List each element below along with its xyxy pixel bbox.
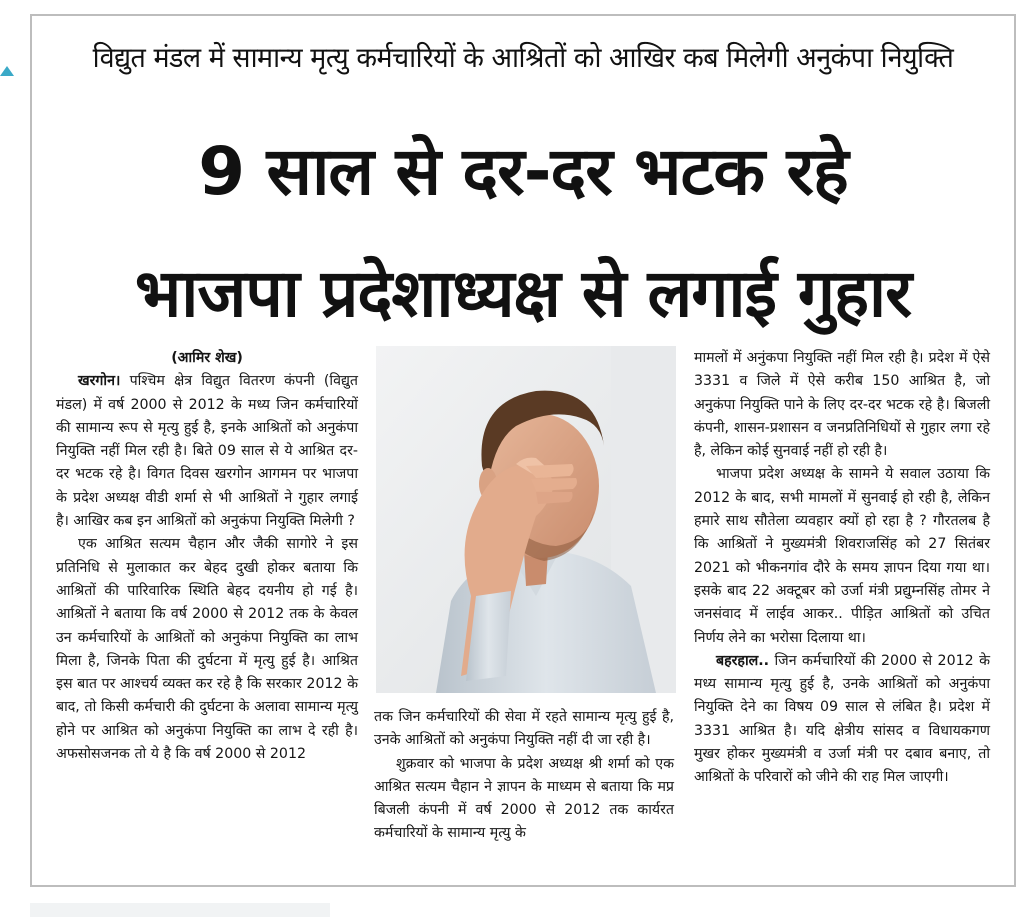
main-headline-line-1: 9 साल से दर-दर भटक रहे	[198, 133, 848, 210]
article-column-1	[56, 347, 358, 766]
paragraph: शुक्रवार को भाजपा के प्रदेश अध्यक्ष श्री शर्मा को एक आश्रित सत्यम चैहान ने ज्ञापन के माध्यम से बताया कि मप्र बिजली कंपनी में वर्ष 2000 से 2012 तक कार्यरत कर्मचारियों के सामान्य मृत्यु के	[374, 755, 674, 842]
page-left-margin	[0, 0, 14, 917]
paragraph: भाजपा प्रदेश अध्यक्ष के सामने ये सवाल उठाया कि 2012 के बाद, सभी मामलों में सुनवाई हो रही है, लेकिन हमारे साथ सौतेला व्यवहार क्यों हो रहा है ? गौरतलब है कि आश्रितों ने मुख्यमंत्री शिवराजसिंह को 27 सितंबर 2021 को भीकनगांव दौरे के समय ज्ञापन दिया गया था। इसके बाद 22 अक्टूबर को उर्जा मंत्री प्रद्युम्नसिंह तोमर ने जनसंवाद में लाईव आकर.. पीड़ित आश्रितों को उचित निर्णय लेने का भरोसा दिलाया था।	[694, 466, 990, 646]
paragraph-text: जिन कर्मचारियों की 2000 से 2012 के मध्य सामान्य मृत्यु हुई है, उनके आश्रितों को अनुकंपा नियुक्ति देने का विषय 09 साल से लंबित है। प्रदेश में 3331 आश्रित है। यदि क्षेत्रीय सांसद व विधायकगण मुखर होकर मुख्यमंत्री व उर्जा मंत्री पर दबाव बनाए, तो आश्रितों के परिवारों को जीने की राह मिल जाएगी।	[694, 652, 990, 786]
paragraph: मामलों में अनुंकपा नियुक्ति नहीं मिल रही है। प्रदेश में ऐसे 3331 व जिले में ऐसे करीब 150 आश्रित है, जो अनुकंपा नियुक्ति पाने के लिए दर-दर भटक रहे है। बिजली कंपनी, शासन-प्रशासन व जनप्रतिनिधियों से गुहार लगा रहे है, लेकिन कोई सुनवाई नहीं हो रही है।	[694, 350, 990, 460]
paragraph: एक आश्रित सत्यम चैहान और जैकी सागोरे ने इस प्रतिनिधि से मुलाकात कर बेहद दुखी होकर बताया कि आश्रितों की पारिवारिक स्थिति बेहद दयनीय हो गई है। आश्रितों ने बताया कि वर्ष 2000 से 2012 तक के केवल उन कर्मचारियों के आश्रितों को अनुकंपा नियुक्ति का लाभ मिला है, जिनके पिता की दुर्घटना में मृत्यु हुई है। आश्रित इस बात पर आश्चर्य व्यक्त कर रहे है कि सरकार 2012 के बाद, तो किसी कर्मचारी की दुर्घटना के अलावा सामान्य मृत्यु होने पर आश्रित को अनुकंपा नियुक्ति का लाभ दे रही है। अफसोसजनक तो ये है कि वर्ष 2000 से 2012	[56, 536, 358, 763]
byline: (आमिर शेख)	[171, 350, 243, 366]
paragraph	[694, 650, 990, 790]
article-column-2	[374, 706, 674, 846]
bottom-strip	[30, 903, 330, 917]
paragraph-text: पश्चिम क्षेत्र विद्युत वितरण कंपनी (विद्युत मंडल) में वर्ष 2000 से 2012 के मध्य जिन कर्मचारियों की सामान्य रूप से मृत्यु हुई है, इनके आश्रितों को अनुकंपा नियुक्ति नहीं मिल रही है। बिते 09 साल से ये आश्रित दर-दर भटक रहे है। विगत दिवस खरगोन आगमन पर भाजपा के प्रदेश अध्यक्ष वीडी शर्मा से भी आश्रितों ने गुहार लगाई है। आखिर कब इन आश्रितों को अनुकंपा नियुक्ति मिलेगी ?	[56, 373, 358, 530]
paragraph-lead: बहरहाल..	[716, 652, 770, 669]
main-headline-line-2: भाजपा प्रदेशाध्यक्ष से लगाई गुहार	[134, 255, 912, 332]
dateline: खरगोन।	[78, 373, 121, 390]
paragraph: तक जिन कर्मचारियों की सेवा में रहते सामान्य मृत्यु हुई है, उनके आश्रितों को अनुकंपा नियुक्ति नहीं दी जा रही है।	[374, 709, 674, 749]
kicker-headline: विद्युत मंडल में सामान्य मृत्यु कर्मचारियों के आश्रितों को आखिर कब मिलेगी अनुकंपा नियुक्ति	[92, 41, 954, 74]
article-photo	[376, 346, 676, 693]
article-column-3	[694, 347, 990, 790]
edge-caret-icon	[0, 66, 14, 76]
stressed-man-photo	[376, 346, 676, 693]
paragraph	[56, 370, 358, 533]
